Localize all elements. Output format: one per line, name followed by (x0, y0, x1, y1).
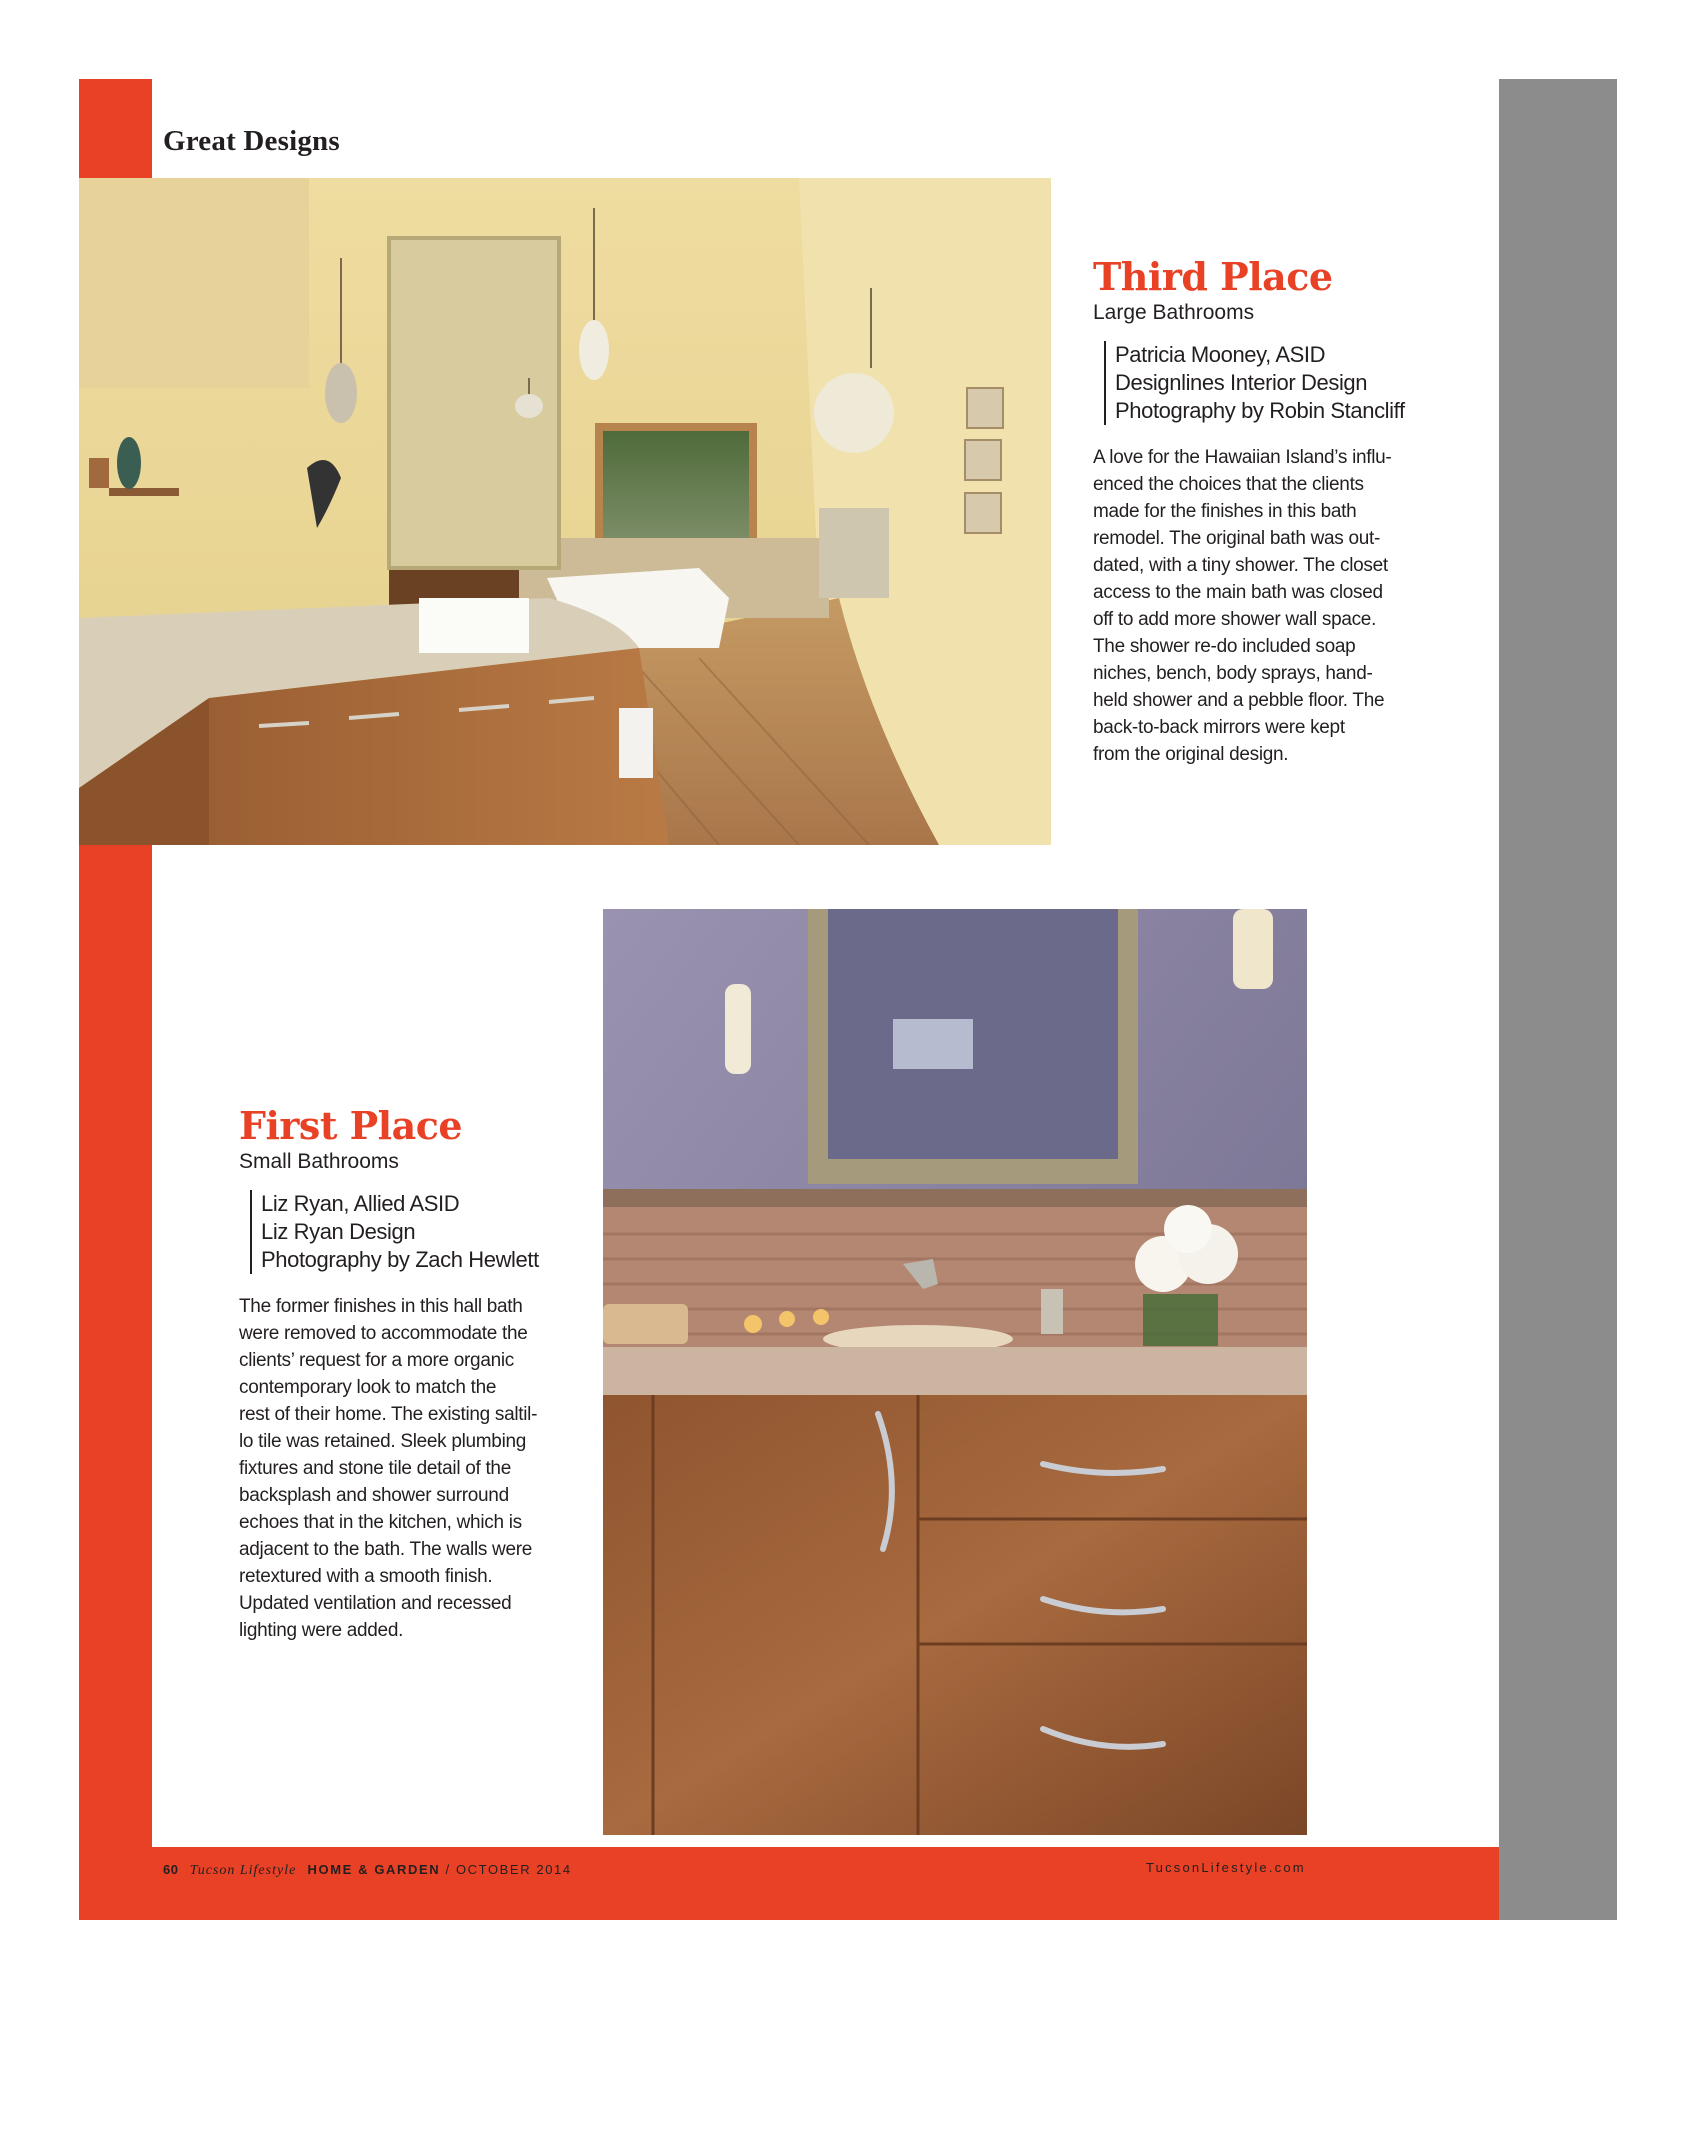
body-line: retextured with a smooth finish. (239, 1566, 493, 1588)
website-link[interactable]: TucsonLifestyle.com (1146, 1860, 1306, 1875)
body-line: The former finishes in this hall bath (239, 1296, 523, 1318)
body-line: adjacent to the bath. The walls were (239, 1539, 533, 1561)
body-line: lo tile was retained. Sleek plumbing (239, 1431, 527, 1453)
magazine-section: HOME & GARDEN (307, 1862, 441, 1877)
footer-folio (163, 1862, 572, 1879)
third-place-article (1093, 254, 1473, 768)
body-line: made for the finishes in this bath (1093, 501, 1357, 523)
section-label: Great Designs (163, 125, 340, 157)
issue-date: OCTOBER 2014 (455, 1862, 572, 1877)
body-line: rest of their home. The existing saltil- (239, 1404, 538, 1426)
body-line: clients’ request for a more organic (239, 1350, 514, 1372)
body-line: A love for the Hawaiian Island’s influ- (1093, 447, 1392, 469)
first-place-heading: First Place (239, 1103, 463, 1148)
magazine-name: Tucson Lifestyle (189, 1863, 297, 1878)
body-line: enced the choices that the clients (1093, 474, 1364, 496)
body-line: off to add more shower wall space. (1093, 609, 1377, 631)
body-line: lighting were added. (239, 1620, 404, 1642)
body-line: niches, bench, body sprays, hand- (1093, 663, 1373, 685)
page-number: 60 (163, 1862, 179, 1877)
body-line: The shower re-do included soap (1093, 636, 1356, 658)
body-line: dated, with a tiny shower. The closet (1093, 555, 1388, 577)
third-place-heading: Third Place (1093, 254, 1333, 299)
small-bathroom-photo (603, 909, 1307, 1835)
body-line: back-to-back mirrors were kept (1093, 717, 1345, 739)
third-place-body (1093, 444, 1473, 768)
body-line: held shower and a pebble floor. The (1093, 690, 1385, 712)
body-line: were removed to accommodate the (239, 1323, 528, 1345)
photo-credit: Photography by Zach Hewlett (261, 1247, 539, 1273)
body-line: Updated ventilation and recessed (239, 1593, 512, 1615)
body-line: echoes that in the kitchen, which is (239, 1512, 522, 1534)
design-firm: Liz Ryan Design (261, 1219, 416, 1245)
body-line: contemporary look to match the (239, 1377, 497, 1399)
designer-name: Patricia Mooney, ASID (1115, 342, 1326, 368)
body-line: backsplash and shower surround (239, 1485, 509, 1507)
photo-credit: Photography by Robin Stancliff (1115, 398, 1405, 424)
body-line: access to the main bath was closed (1093, 582, 1383, 604)
third-place-credits (1104, 341, 1473, 425)
body-line: remodel. The original bath was out- (1093, 528, 1380, 550)
body-line: from the original design. (1093, 744, 1289, 766)
first-place-category: Small Bathrooms (239, 1150, 399, 1173)
body-line: fixtures and stone tile detail of the (239, 1458, 511, 1480)
first-place-article (239, 1103, 599, 1644)
third-place-category: Large Bathrooms (1093, 301, 1255, 324)
large-bathroom-photo (79, 178, 1051, 845)
designer-name: Liz Ryan, Allied ASID (261, 1191, 460, 1217)
design-firm: Designlines Interior Design (1115, 370, 1368, 396)
first-place-credits (250, 1190, 599, 1274)
folio-separator: / (445, 1862, 451, 1877)
footer-bar (79, 1847, 1499, 1920)
right-gray-bar (1499, 79, 1617, 1920)
first-place-body (239, 1293, 599, 1644)
